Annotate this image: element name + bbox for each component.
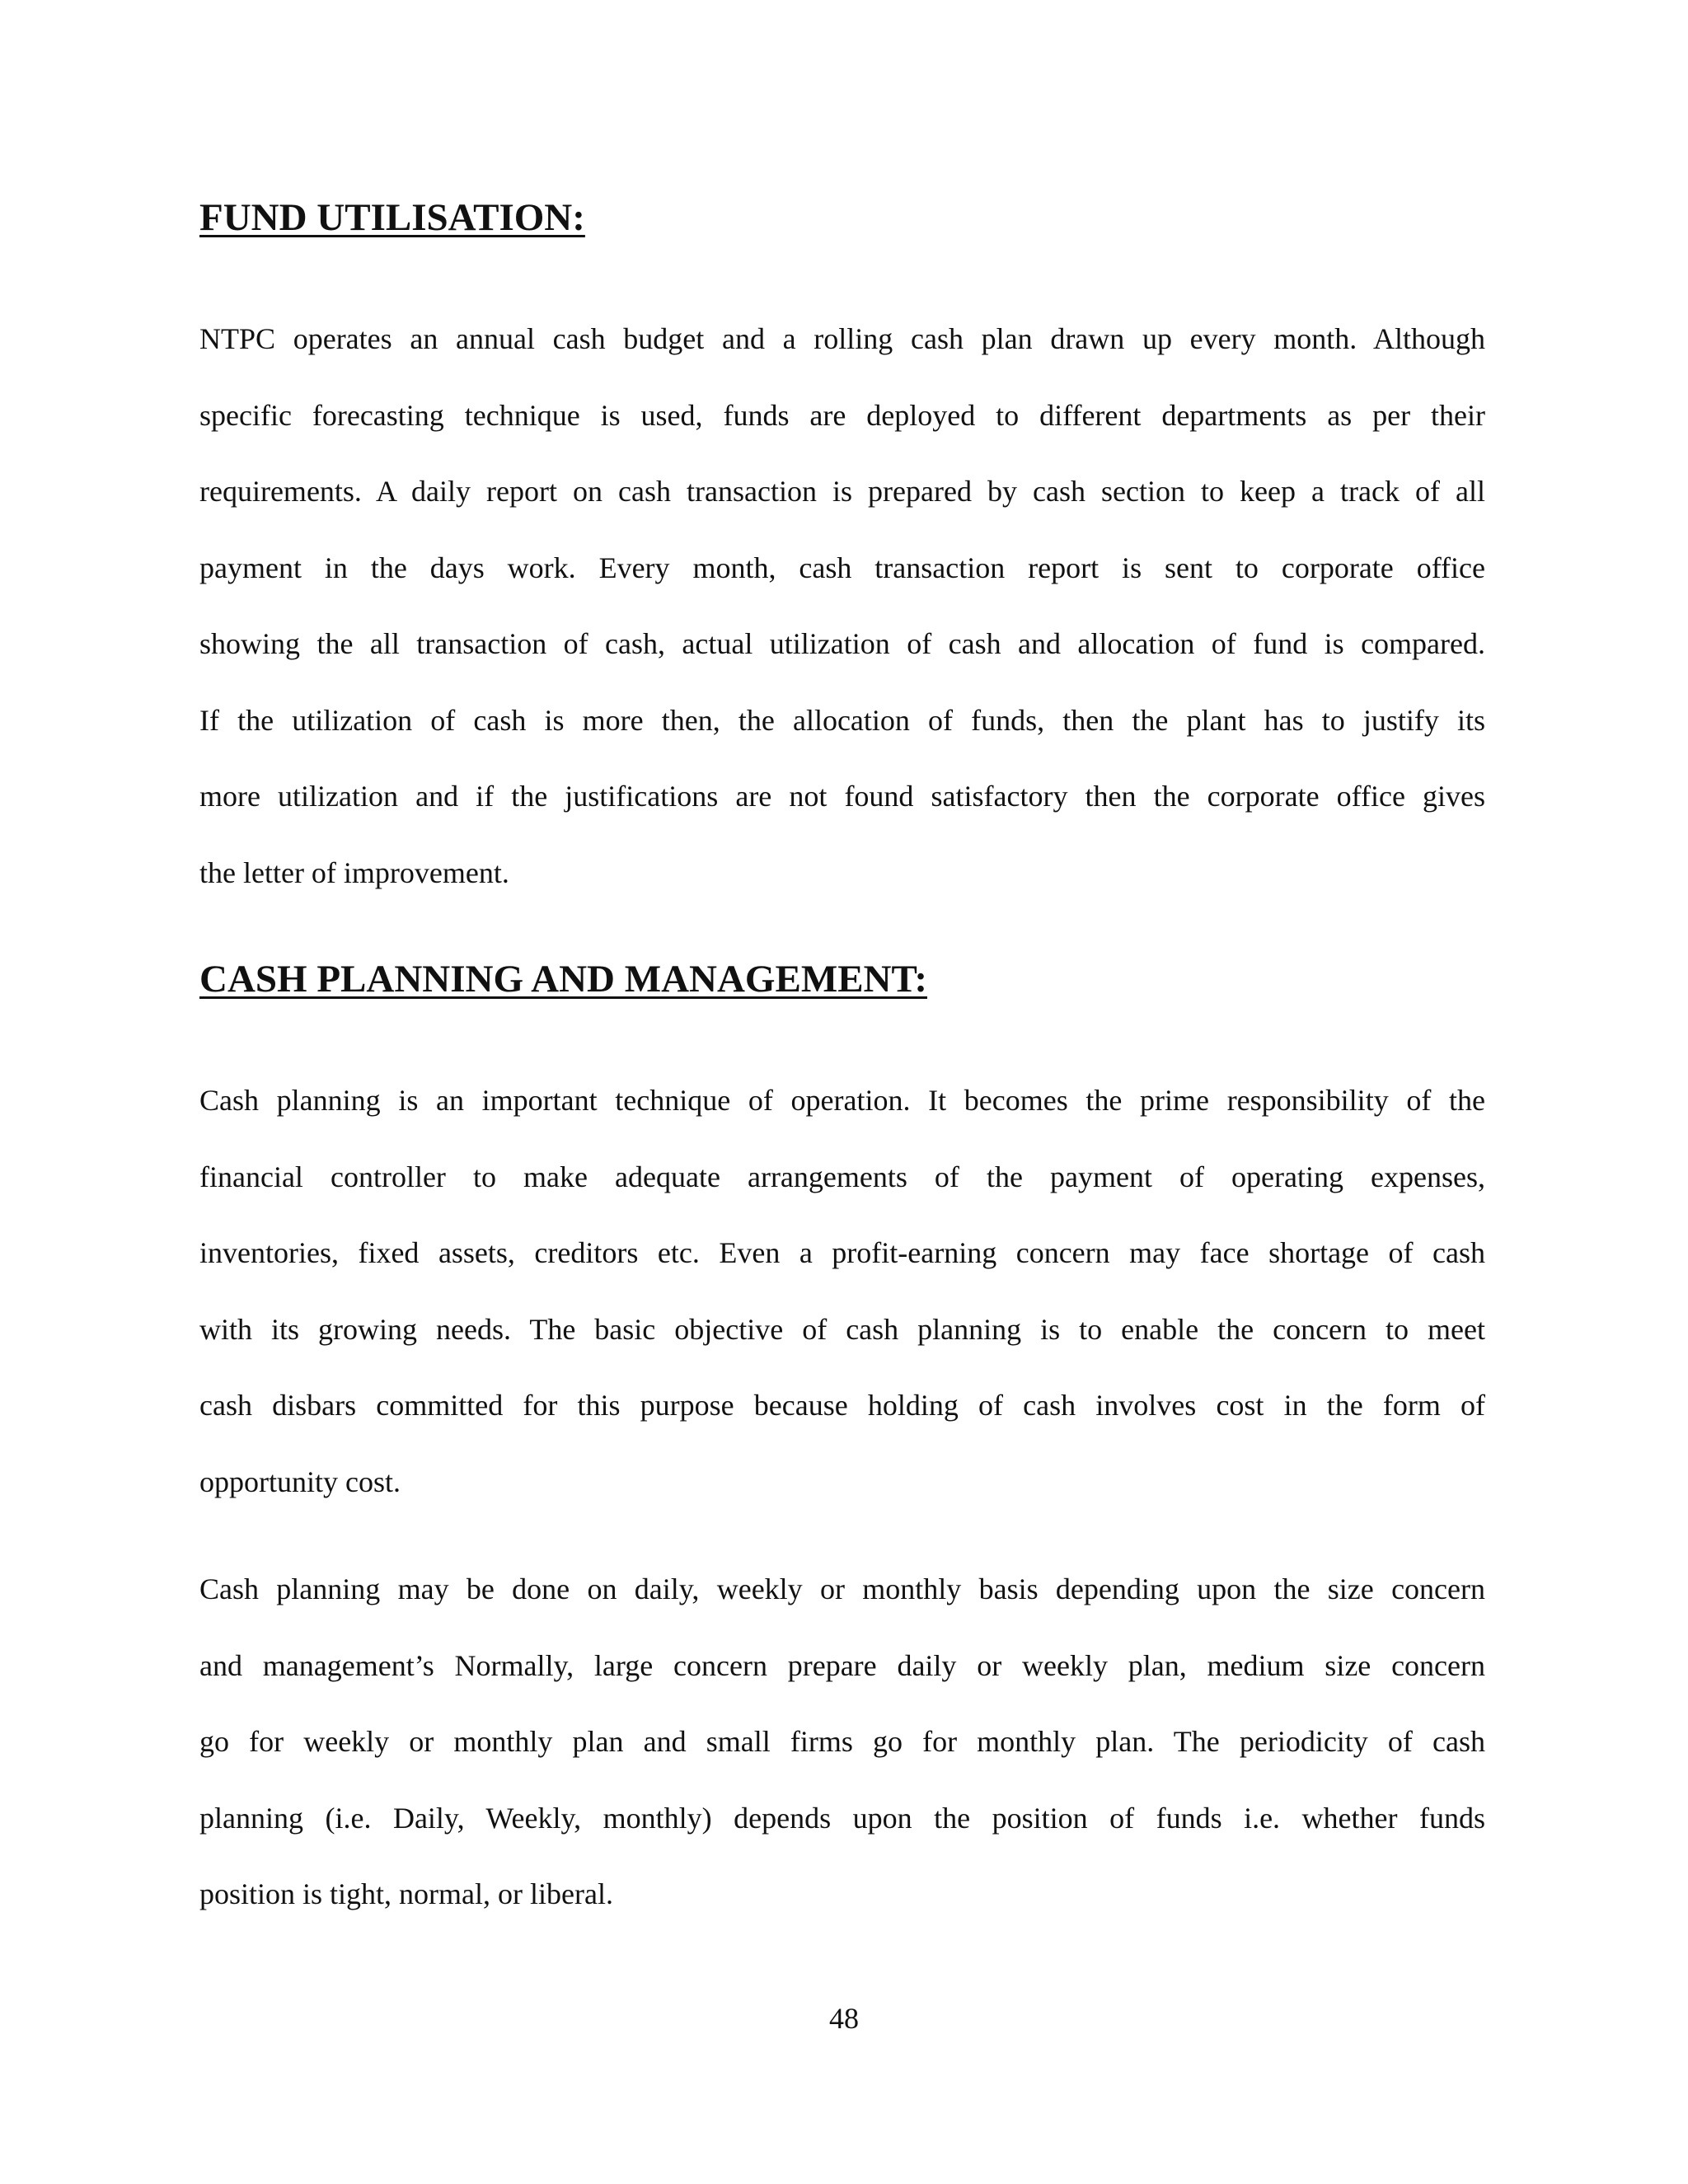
paragraph-line: financial controller to make adequate arrangements of the payment of operating expenses, — [199, 1160, 1485, 1193]
paragraph-line: and management’s Normally, large concern prepare daily or weekly plan, medium size concern — [199, 1648, 1485, 1682]
section-heading-cash-planning: CASH PLANNING AND MANAGEMENT: — [199, 958, 927, 1001]
paragraph-fund-utilisation — [199, 320, 1485, 930]
paragraph-line: position is tight, normal, or liberal. — [199, 1877, 613, 1910]
page-number: 48 — [829, 2002, 859, 2035]
paragraph-line: the letter of improvement. — [199, 855, 509, 889]
paragraph-line: cash disbars committed for this purpose because holding of cash involves cost in the form of — [199, 1389, 1485, 1422]
paragraph-line: planning (i.e. Daily, Weekly, monthly) depends upon the position of funds i.e. whether funds — [199, 1801, 1485, 1835]
paragraph-line: Cash planning may be done on daily, weekly or monthly basis depending upon the size concern — [199, 1572, 1485, 1605]
paragraph-line: specific forecasting technique is used, funds are deployed to different departments as per their — [199, 398, 1485, 432]
paragraph-line: showing the all transaction of cash, actual utilization of cash and allocation of fund is compared. — [199, 627, 1485, 660]
paragraph-line: go for weekly or monthly plan and small firms go for monthly plan. The periodicity of cash — [199, 1725, 1485, 1758]
paragraph-line: more utilization and if the justifications are not found satisfactory then the corporate office gives — [199, 780, 1485, 813]
paragraph-line: Cash planning is an important technique of operation. It becomes the prime responsibility of the — [199, 1084, 1485, 1117]
paragraph-line: NTPC operates an annual cash budget and a rolling cash plan drawn up every month. Although — [199, 322, 1485, 355]
paragraph-cash-planning-1 — [199, 1081, 1485, 1539]
paragraph-line: payment in the days work. Every month, cash transaction report is sent to corporate office — [199, 551, 1485, 584]
paragraph-line: If the utilization of cash is more then, the allocation of funds, then the plant has to justify its — [199, 703, 1485, 737]
paragraph-cash-planning-2 — [199, 1570, 1485, 1952]
paragraph-line: requirements. A daily report on cash transaction is prepared by cash section to keep a track of all — [199, 475, 1485, 508]
paragraph-line: inventories, fixed assets, creditors etc. Even a profit-earning concern may face shortage of cash — [199, 1236, 1485, 1269]
paragraph-line: with its growing needs. The basic objective of cash planning is to enable the concern to meet — [199, 1312, 1485, 1346]
section-heading-fund-utilisation: FUND UTILISATION: — [199, 196, 585, 239]
paragraph-line: opportunity cost. — [199, 1465, 401, 1498]
